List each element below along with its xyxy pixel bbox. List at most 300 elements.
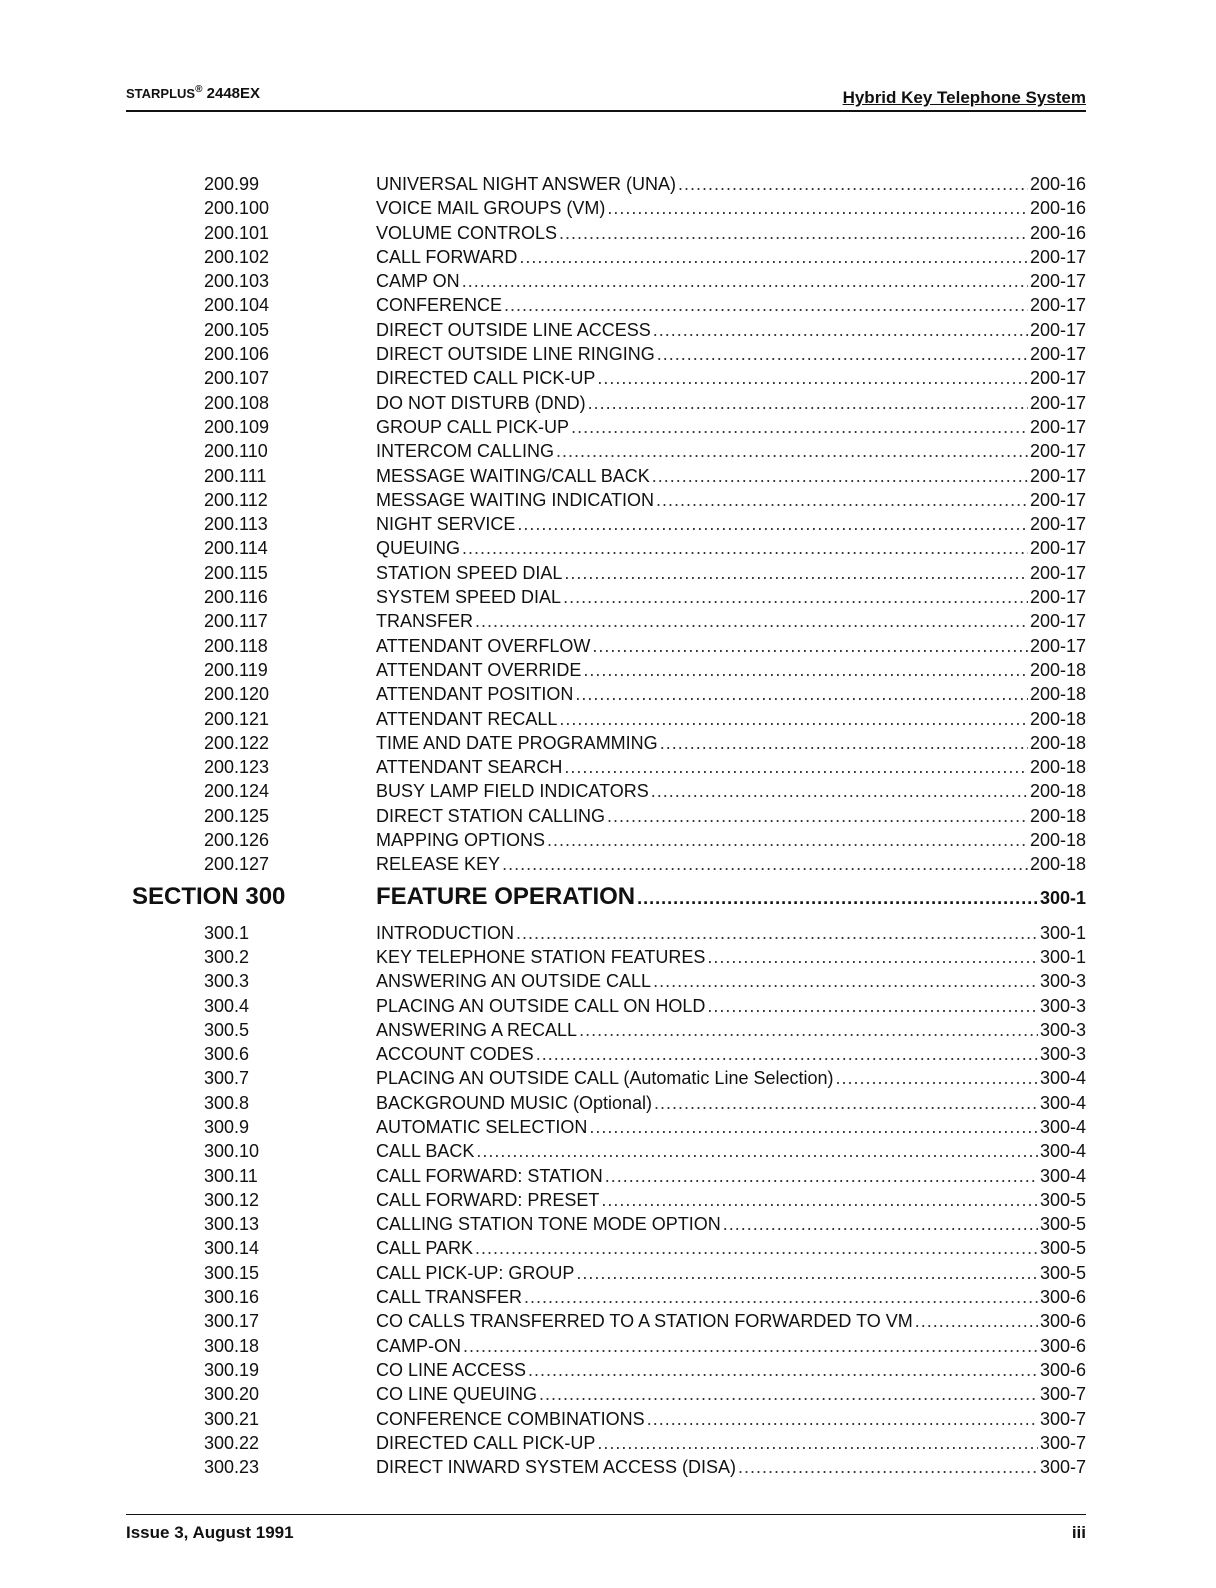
toc-entry-title-wrap [376,1382,1086,1406]
document-title: Hybrid Key Telephone System [842,88,1086,107]
toc-entry[interactable] [0,172,1216,196]
section-page: 300-1 [1039,887,1086,908]
toc-entry-number: 200.124 [204,781,270,802]
toc-entry[interactable] [0,755,1216,779]
toc-entry-title-wrap [376,969,1086,993]
toc-entry-page: 200-16 [1029,174,1086,194]
toc-entry[interactable] [0,945,1216,969]
toc-entry-title-wrap [376,682,1086,706]
dot-leader [516,921,1038,945]
toc-entry-title: NIGHT SERVICE [376,514,516,535]
dot-leader [637,888,1038,909]
toc-entry[interactable] [0,439,1216,463]
toc-entry-number: 300.14 [204,1238,260,1259]
toc-entry-title-wrap [376,1285,1086,1309]
dot-leader [583,658,1028,682]
toc-entry-title: KEY TELEPHONE STATION FEATURES [376,946,706,967]
toc-entry-title: AUTOMATIC SELECTION [376,1116,588,1137]
toc-entry-title: CO LINE QUEUING [376,1384,538,1405]
toc-entry-page: 200-17 [1029,489,1086,510]
toc-entry-title: BUSY LAMP FIELD INDICATORS [376,781,649,802]
toc-entry[interactable] [0,804,1216,828]
dot-leader [564,561,1028,585]
dot-leader [707,994,1038,1018]
toc-entry-title: SYSTEM SPEED DIAL [376,587,562,608]
toc-entry-title-wrap [376,731,1086,755]
table-of-contents [0,172,1216,1479]
toc-entry-title: QUEUING [376,538,461,559]
toc-entry[interactable] [0,1358,1216,1382]
dot-leader [517,512,1028,536]
toc-entry-page: 300-7 [1039,1384,1086,1405]
brand-name [126,84,260,102]
toc-entry-title: CALL FORWARD: PRESET [376,1189,600,1210]
toc-entry-title-wrap [376,342,1086,366]
toc-entry-title: CALL BACK [376,1141,475,1162]
toc-entry[interactable] [0,561,1216,585]
toc-entry-number: 300.21 [204,1408,260,1429]
toc-entry-number: 200.113 [204,514,268,535]
toc-entry-title: MAPPING OPTIONS [376,830,546,851]
toc-entry-page: 200-16 [1029,198,1086,219]
toc-entry-page: 300-4 [1039,1068,1086,1089]
toc-entry[interactable] [0,682,1216,706]
toc-entry-number: 300.6 [204,1044,250,1065]
toc-entry-title-wrap [376,609,1086,633]
section-title: FEATURE OPERATION [376,882,636,910]
toc-entry[interactable] [0,488,1216,512]
issue-date: Issue 3, August 1991 [126,1523,294,1542]
dot-leader [559,707,1028,731]
toc-entry-number: 300.5 [204,1019,250,1040]
toc-entry-title-wrap [376,1164,1086,1188]
toc-entry-title: PLACING AN OUTSIDE CALL ON HOLD [376,995,706,1016]
toc-entry[interactable] [0,1164,1216,1188]
page-footer [126,1514,1086,1545]
toc-entry-title: MESSAGE WAITING INDICATION [376,489,655,510]
dot-leader [547,828,1028,852]
toc-entry-page: 300-6 [1039,1359,1086,1380]
dot-leader [559,221,1028,245]
toc-entry[interactable] [0,536,1216,560]
toc-entry-page: 200-18 [1029,708,1086,729]
toc-entry-title-wrap [376,391,1086,415]
toc-entry-title: CALLING STATION TONE MODE OPTION [376,1214,721,1235]
toc-entry-title-wrap [376,1042,1086,1066]
toc-entry-title-wrap [376,269,1086,293]
toc-entry-number: 300.7 [204,1068,250,1089]
dot-leader [605,1164,1038,1188]
toc-entry-page: 200-17 [1029,416,1086,437]
toc-entry-number: 300.16 [204,1287,260,1308]
toc-entry-title: INTRODUCTION [376,922,514,943]
dot-leader [563,585,1028,609]
toc-entry-page: 200-17 [1029,344,1086,365]
toc-entry-page: 300-3 [1039,995,1086,1016]
toc-entry[interactable] [0,415,1216,439]
dot-leader [524,1285,1038,1309]
toc-entry-page: 300-7 [1039,1457,1086,1478]
toc-entry-page: 200-17 [1029,271,1086,292]
toc-entry-title-wrap [376,1407,1086,1431]
dot-leader [519,245,1028,269]
dot-leader [476,1139,1038,1163]
registered-mark: ® [195,84,203,95]
toc-entry-title: CALL FORWARD [376,246,518,267]
toc-entry[interactable] [0,585,1216,609]
toc-entry-title-wrap [376,1018,1086,1042]
toc-entry[interactable] [0,1212,1216,1236]
toc-entry-title: CAMP-ON [376,1335,461,1356]
dot-leader [653,969,1038,993]
toc-entry-page: 300-1 [1039,922,1086,943]
toc-entry-number: 300.18 [204,1335,260,1356]
section-title-wrap [376,883,1086,911]
toc-entry[interactable] [0,391,1216,415]
toc-entry-title-wrap [376,1066,1086,1090]
dot-leader [579,1018,1038,1042]
dot-leader [678,172,1028,196]
toc-entry-number: 300.1 [204,922,250,943]
toc-entry-number: 300.23 [204,1457,260,1478]
toc-entry-number: 300.3 [204,971,250,992]
toc-entry-page: 200-17 [1029,319,1086,340]
toc-entry[interactable] [0,1066,1216,1090]
dot-leader [556,439,1028,463]
toc-entry-title: TIME AND DATE PROGRAMMING [376,732,658,753]
dot-leader [564,755,1028,779]
toc-entry-title: CALL PARK [376,1238,474,1259]
toc-entry-page: 200-18 [1029,684,1086,705]
toc-entry-title-wrap [376,1115,1086,1139]
toc-entry-page: 200-17 [1029,611,1086,632]
toc-entry-title: DIRECT OUTSIDE LINE ACCESS [376,319,651,340]
toc-entry-number: 300.9 [204,1116,250,1137]
toc-entry-number: 200.105 [204,319,270,340]
toc-entry-title-wrap [376,464,1086,488]
toc-entry-number: 200.117 [204,611,268,632]
toc-entry-title-wrap [376,196,1086,220]
toc-entry-page: 200-17 [1029,465,1086,486]
toc-entry-title-wrap [376,536,1086,560]
toc-entry-page: 300-6 [1039,1287,1086,1308]
toc-entry-title-wrap [376,852,1086,876]
toc-entry[interactable] [0,269,1216,293]
dot-leader [651,779,1028,803]
toc-entry-title: CO CALLS TRANSFERRED TO A STATION FORWARDED TO VM [376,1311,913,1332]
dot-leader [588,391,1028,415]
toc-entry[interactable] [0,1309,1216,1333]
toc-entry-title: CONFERENCE COMBINATIONS [376,1408,645,1429]
toc-entry-title-wrap [376,488,1086,512]
toc-entry-title-wrap [376,1188,1086,1212]
toc-entry[interactable] [0,245,1216,269]
toc-entry-page: 300-5 [1039,1214,1086,1235]
brand-prefix: STARPLUS [126,86,196,101]
dot-leader [653,318,1028,342]
toc-entry-title: CALL TRANSFER [376,1287,523,1308]
toc-entry-title-wrap [376,658,1086,682]
toc-entry[interactable] [0,196,1216,220]
dot-leader [528,1358,1038,1382]
toc-entry-title: RELEASE KEY [376,854,501,875]
toc-entry-number: 200.104 [204,295,270,316]
toc-entry[interactable] [0,1407,1216,1431]
dot-leader [462,269,1028,293]
toc-entry-number: 300.2 [204,946,250,967]
toc-entry[interactable] [0,707,1216,731]
toc-entry-page: 200-18 [1029,781,1086,802]
toc-entry-title: INTERCOM CALLING [376,441,555,462]
toc-entry-title-wrap [376,1431,1086,1455]
toc-entry[interactable] [0,994,1216,1018]
toc-entry-number: 300.17 [204,1311,260,1332]
toc-entry-title: CO LINE ACCESS [376,1359,527,1380]
toc-entry-page: 200-18 [1029,732,1086,753]
toc-entry-number: 200.106 [204,344,270,365]
toc-entry-page: 200-18 [1029,757,1086,778]
toc-entry-number: 200.103 [204,271,270,292]
dot-leader [462,536,1028,560]
toc-entry-title-wrap [376,172,1086,196]
dot-leader [597,1431,1038,1455]
toc-entry-page: 300-3 [1039,1044,1086,1065]
dot-leader [592,634,1028,658]
dot-leader [647,1407,1038,1431]
toc-entry-title-wrap [376,415,1086,439]
toc-entry-number: 300.19 [204,1359,260,1380]
toc-section-heading[interactable] [0,881,1216,921]
toc-entry-page: 200-18 [1029,805,1086,826]
toc-entry[interactable] [0,512,1216,536]
toc-entry-page: 300-7 [1039,1432,1086,1453]
toc-entry[interactable] [0,779,1216,803]
dot-leader [597,366,1028,390]
toc-entry[interactable] [0,221,1216,245]
toc-entry[interactable] [0,1431,1216,1455]
toc-entry-title: PLACING AN OUTSIDE CALL (Automatic Line Selection) [376,1068,834,1089]
toc-entry-page: 300-1 [1039,946,1086,967]
toc-entry[interactable] [0,1042,1216,1066]
toc-entry-number: 200.120 [204,684,270,705]
toc-entry-number: 300.20 [204,1384,260,1405]
toc-entry-number: 200.108 [204,392,270,413]
toc-entry-number: 200.101 [204,222,270,243]
toc-entry-number: 200.102 [204,246,270,267]
toc-entry-number: 200.99 [204,174,260,194]
toc-entry-title-wrap [376,1334,1086,1358]
toc-entry-title-wrap [376,512,1086,536]
toc-entry[interactable] [0,366,1216,390]
toc-entry-title: ANSWERING A RECALL [376,1019,578,1040]
dot-leader [723,1212,1038,1236]
dot-leader [707,945,1038,969]
toc-entry-title: DIRECT STATION CALLING [376,805,606,826]
toc-entry-title-wrap [376,1139,1086,1163]
toc-entry-title: ATTENDANT SEARCH [376,757,563,778]
toc-entry-page: 300-3 [1039,1019,1086,1040]
toc-entry-title-wrap [376,755,1086,779]
toc-entry-title: DIRECTED CALL PICK-UP [376,368,596,389]
toc-entry-page: 300-5 [1039,1189,1086,1210]
toc-entry-page: 200-17 [1029,514,1086,535]
dot-leader [571,415,1028,439]
toc-entry[interactable] [0,634,1216,658]
toc-entry[interactable] [0,1455,1216,1479]
toc-entry-page: 200-17 [1029,441,1086,462]
toc-entry-page: 200-17 [1029,368,1086,389]
toc-entry[interactable] [0,1382,1216,1406]
toc-entry[interactable] [0,1285,1216,1309]
toc-entry[interactable] [0,1115,1216,1139]
toc-entry-page: 300-3 [1039,971,1086,992]
toc-entry[interactable] [0,464,1216,488]
toc-entry[interactable] [0,1139,1216,1163]
toc-entry-title: ATTENDANT RECALL [376,708,558,729]
toc-entry-page: 300-4 [1039,1141,1086,1162]
toc-entry-number: 300.10 [204,1141,260,1162]
toc-entry-title: CONFERENCE [376,295,503,316]
toc-entry-title-wrap [376,439,1086,463]
toc-entry-page: 200-16 [1029,222,1086,243]
dot-leader [654,1091,1038,1115]
toc-entry-page: 200-17 [1029,246,1086,267]
toc-list-section-200 [0,172,1216,877]
toc-entry-page: 200-17 [1029,392,1086,413]
toc-entry-page: 200-17 [1029,635,1086,656]
toc-entry-title-wrap [376,561,1086,585]
toc-entry-number: 200.100 [204,198,270,219]
dot-leader [589,1115,1038,1139]
toc-entry-number: 200.121 [204,708,270,729]
toc-entry-title-wrap [376,1091,1086,1115]
dot-leader [539,1382,1038,1406]
toc-entry-title-wrap [376,707,1086,731]
toc-entry-title-wrap [376,994,1086,1018]
toc-entry-number: 200.109 [204,416,270,437]
page-number: iii [1071,1523,1086,1542]
toc-entry-number: 300.11 [204,1165,258,1186]
toc-entry-page: 200-18 [1029,854,1086,875]
toc-entry-page: 200-18 [1029,830,1086,851]
toc-entry-title: TRANSFER [376,611,474,632]
brand-model: 2448EX [202,85,261,102]
toc-entry-title: DIRECT OUTSIDE LINE RINGING [376,344,655,365]
toc-entry-page: 300-5 [1039,1238,1086,1259]
toc-entry-title: DIRECT INWARD SYSTEM ACCESS (DISA) [376,1457,737,1478]
dot-leader [915,1309,1038,1333]
toc-entry[interactable] [0,731,1216,755]
toc-entry-number: 200.112 [204,489,268,510]
toc-entry[interactable] [0,1091,1216,1115]
toc-entry-title: CALL FORWARD: STATION [376,1165,603,1186]
toc-entry-page: 200-18 [1029,659,1086,680]
toc-entry[interactable] [0,969,1216,993]
toc-entry-number: 200.115 [204,562,268,583]
dot-leader [475,1236,1038,1260]
dot-leader [601,1188,1038,1212]
dot-leader [463,1334,1038,1358]
toc-entry-page: 300-4 [1039,1092,1086,1113]
toc-entry-title-wrap [376,828,1086,852]
toc-entry[interactable] [0,1188,1216,1212]
toc-entry-number: 200.110 [204,441,268,462]
toc-entry-number: 300.13 [204,1214,260,1235]
toc-entry-page: 300-7 [1039,1408,1086,1429]
toc-entry-title-wrap [376,366,1086,390]
toc-entry-number: 200.127 [204,854,270,875]
dot-leader [576,1261,1038,1285]
toc-entry-page: 300-4 [1039,1116,1086,1137]
toc-entry-title-wrap [376,921,1086,945]
toc-entry-title-wrap [376,1212,1086,1236]
dot-leader [836,1066,1038,1090]
toc-entry-number: 300.22 [204,1432,260,1453]
toc-entry-number: 200.126 [204,830,270,851]
dot-leader [575,682,1028,706]
toc-entry[interactable] [0,293,1216,317]
toc-entry[interactable] [0,318,1216,342]
toc-entry-title-wrap [376,293,1086,317]
toc-entry-title: CAMP ON [376,271,460,292]
toc-entry-title-wrap [376,945,1086,969]
toc-entry-title: CALL PICK-UP: GROUP [376,1262,575,1283]
dot-leader [738,1455,1038,1479]
toc-entry-title: BACKGROUND MUSIC (Optional) [376,1092,653,1113]
toc-entry-title-wrap [376,318,1086,342]
toc-entry[interactable] [0,342,1216,366]
toc-entry[interactable] [0,828,1216,852]
toc-entry-title-wrap [376,1261,1086,1285]
toc-entry-title: VOICE MAIL GROUPS (VM) [376,198,606,219]
dot-leader [652,464,1028,488]
toc-entry-page: 200-17 [1029,538,1086,559]
toc-entry[interactable] [0,1334,1216,1358]
toc-entry-title-wrap [376,1455,1086,1479]
toc-entry-title: DO NOT DISTURB (DND) [376,392,586,413]
toc-entry[interactable] [0,921,1216,945]
toc-entry-title-wrap [376,585,1086,609]
toc-entry-page: 200-17 [1029,562,1086,583]
dot-leader [656,488,1028,512]
toc-entry[interactable] [0,852,1216,876]
dot-leader [607,804,1028,828]
toc-entry-number: 300.12 [204,1189,260,1210]
toc-entry[interactable] [0,1261,1216,1285]
toc-entry[interactable] [0,609,1216,633]
dot-leader [502,852,1028,876]
toc-entry-page: 300-5 [1039,1262,1086,1283]
toc-entry-number: 200.107 [204,368,270,389]
toc-entry[interactable] [0,1236,1216,1260]
toc-entry-title: GROUP CALL PICK-UP [376,416,570,437]
toc-entry-number: 200.125 [204,805,270,826]
toc-entry-title: ATTENDANT POSITION [376,684,574,705]
toc-entry-title-wrap [376,1309,1086,1333]
toc-entry-page: 300-6 [1039,1311,1086,1332]
toc-entry-title: ANSWERING AN OUTSIDE CALL [376,971,652,992]
toc-entry-number: 300.8 [204,1092,250,1113]
dot-leader [607,196,1028,220]
toc-entry-number: 300.15 [204,1262,260,1283]
toc-entry-page: 300-4 [1039,1165,1086,1186]
toc-entry-title-wrap [376,779,1086,803]
toc-entry[interactable] [0,1018,1216,1042]
toc-entry-number: 200.122 [204,732,270,753]
toc-entry-number: 200.119 [204,659,268,680]
toc-entry[interactable] [0,658,1216,682]
toc-entry-number: 300.4 [204,995,250,1016]
